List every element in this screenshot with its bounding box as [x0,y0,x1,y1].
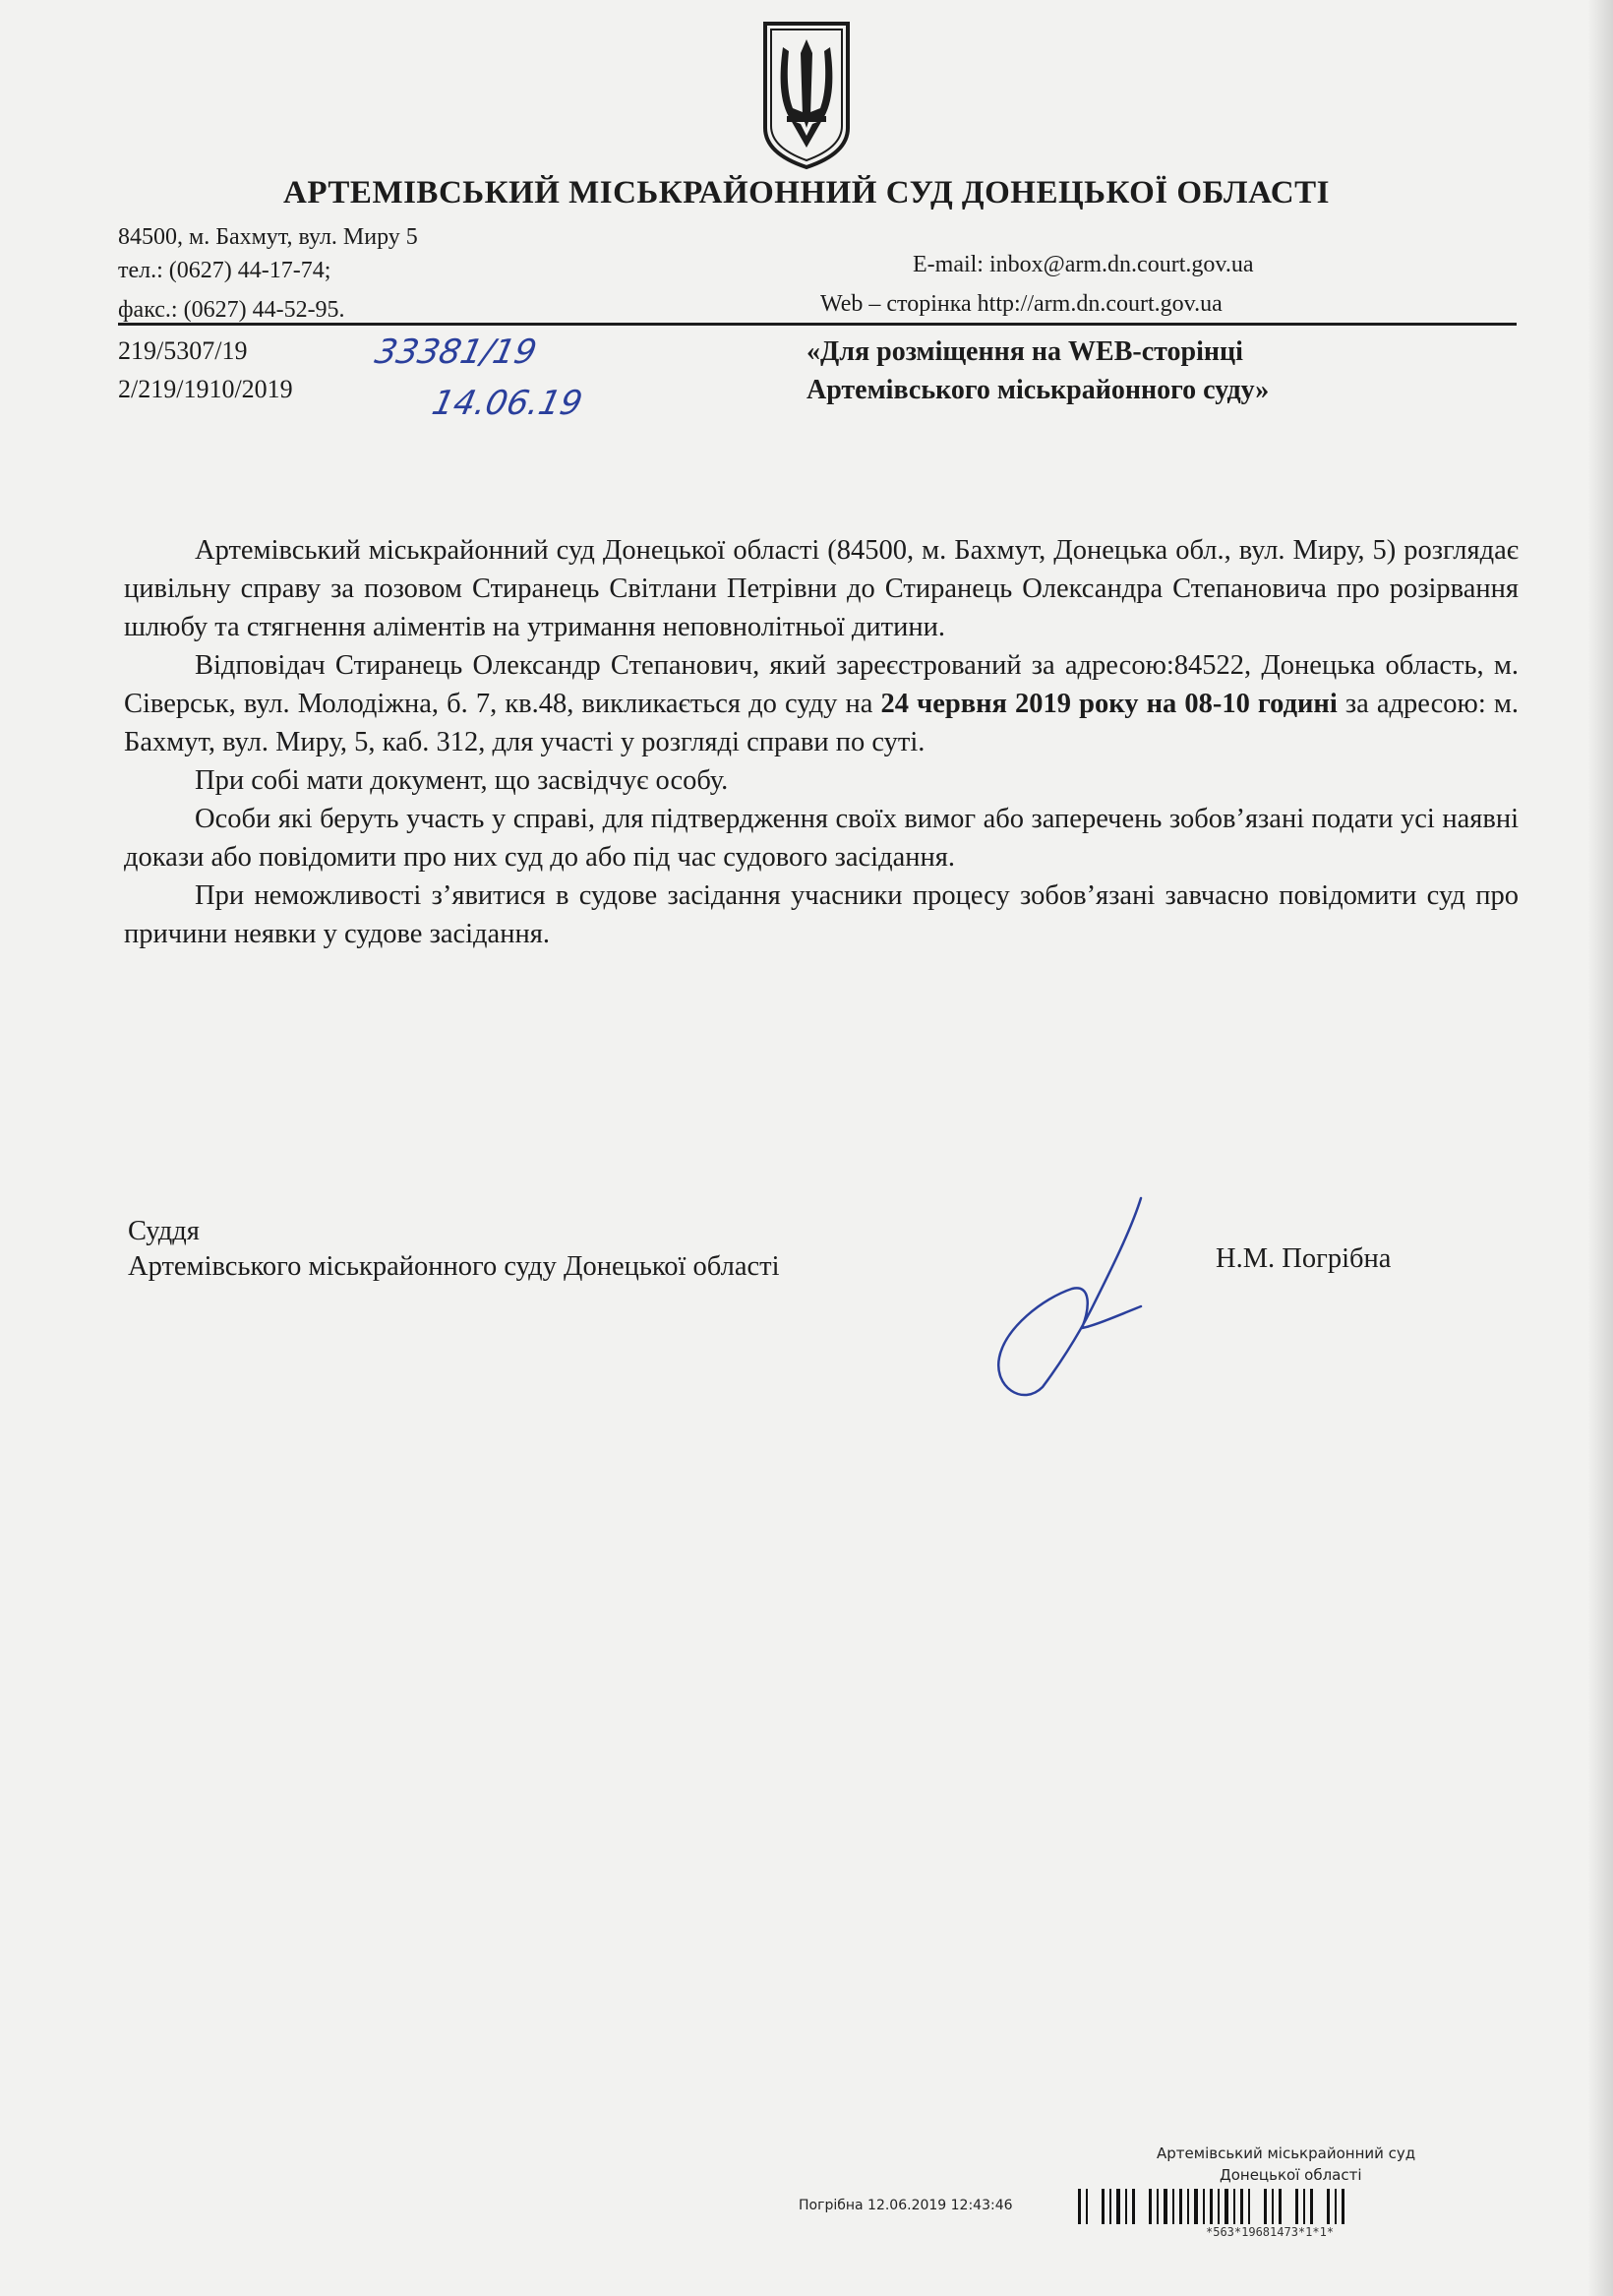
placement-note-line1: «Для розміщення на WEB-сторінці [806,336,1243,367]
summons-text-start: Відповідач Стиранець Олександр Степанович, який зареєстрований за адресою:84522, Донецька область, м. Сіверськ, вул. Молодіжна, б. 7, кв.48, викликається до суду на [124,650,1519,719]
stamp-court-line1: Артемівський міськрайонний суд [1157,2145,1416,2162]
signature-title: Суддя [128,1216,200,1246]
hearing-date-time: 24 червня 2019 року на 08-10 годині [880,689,1338,719]
stamp-signed-by: Погрібна 12.06.2019 12:43:46 [799,2198,1013,2213]
paragraph-id-doc: При собі мати документ, що засвідчує особу. [195,765,729,796]
barcode-text: *563*19681473*1*1* [1206,2225,1335,2239]
placement-note [806,332,1269,409]
summons-text-end: за адресою: м. Бахмут, вул. Миру, 5, каб. 312, для участі у розгляді справи по суті. [124,689,1520,757]
placement-note-line2: Артемівського міськрайонного суду» [806,375,1270,405]
judge-name: Н.М. Погрібна [1216,1243,1392,1274]
case-ref-1: 219/5307/19 [118,336,248,365]
paragraph-intro: Артемівський міськрайонний суд Донецької області (84500, м. Бахмут, Донецька обл., вул. Миру, 5) розглядає цивільну справу за позовом Стиранець Світлани Петрівни до Стиранець Олександра Степановича про розірвання шлюбу та стягнення аліментів на утримання неповнолітньої дитини. [124,535,1519,642]
court-title: АРТЕМІВСЬКИЙ МІСЬКРАЙОННИЙ СУД ДОНЕЦЬКОЇ ОБЛАСТІ [283,175,1330,211]
signature-court: Артемівського міськрайонного суду Донецької області [128,1251,780,1282]
notice-body [124,531,1519,953]
court-address: 84500, м. Бахмут, вул. Миру 5 [118,224,418,250]
court-phone: тел.: (0627) 44-17-74; [118,258,331,283]
document-barcode [1078,2189,1540,2224]
court-email: E-mail: inbox@arm.dn.court.gov.ua [913,252,1254,277]
header-divider [118,323,1517,326]
case-ref-2: 2/219/1910/2019 [118,375,293,403]
stamp-court-line2: Донецької області [1220,2166,1362,2184]
court-web: Web – сторінка http://arm.dn.court.gov.ua [820,291,1223,317]
scan-edge-shadow [1587,0,1613,2296]
handwritten-reg-date: 14.06.19 [428,384,586,423]
court-fax: факс.: (0627) 44-52-95. [118,297,345,323]
handwritten-reg-number: 33381/19 [371,332,541,372]
paragraph-evidence: Особи які беруть участь у справі, для підтвердження своїх вимог або заперечень зобов’язані подати усі наявні докази або повідомити про них суд до або під час судового засідання. [124,804,1519,873]
handwritten-signature [984,1190,1170,1402]
paragraph-absence: При неможливості з’явитися в судове засідання учасники процесу зобов’язані завчасно повідомити суд про причини неявки у судове засідання. [124,880,1519,949]
paragraph-summons [124,646,1519,761]
coat-of-arms-icon [757,18,856,173]
